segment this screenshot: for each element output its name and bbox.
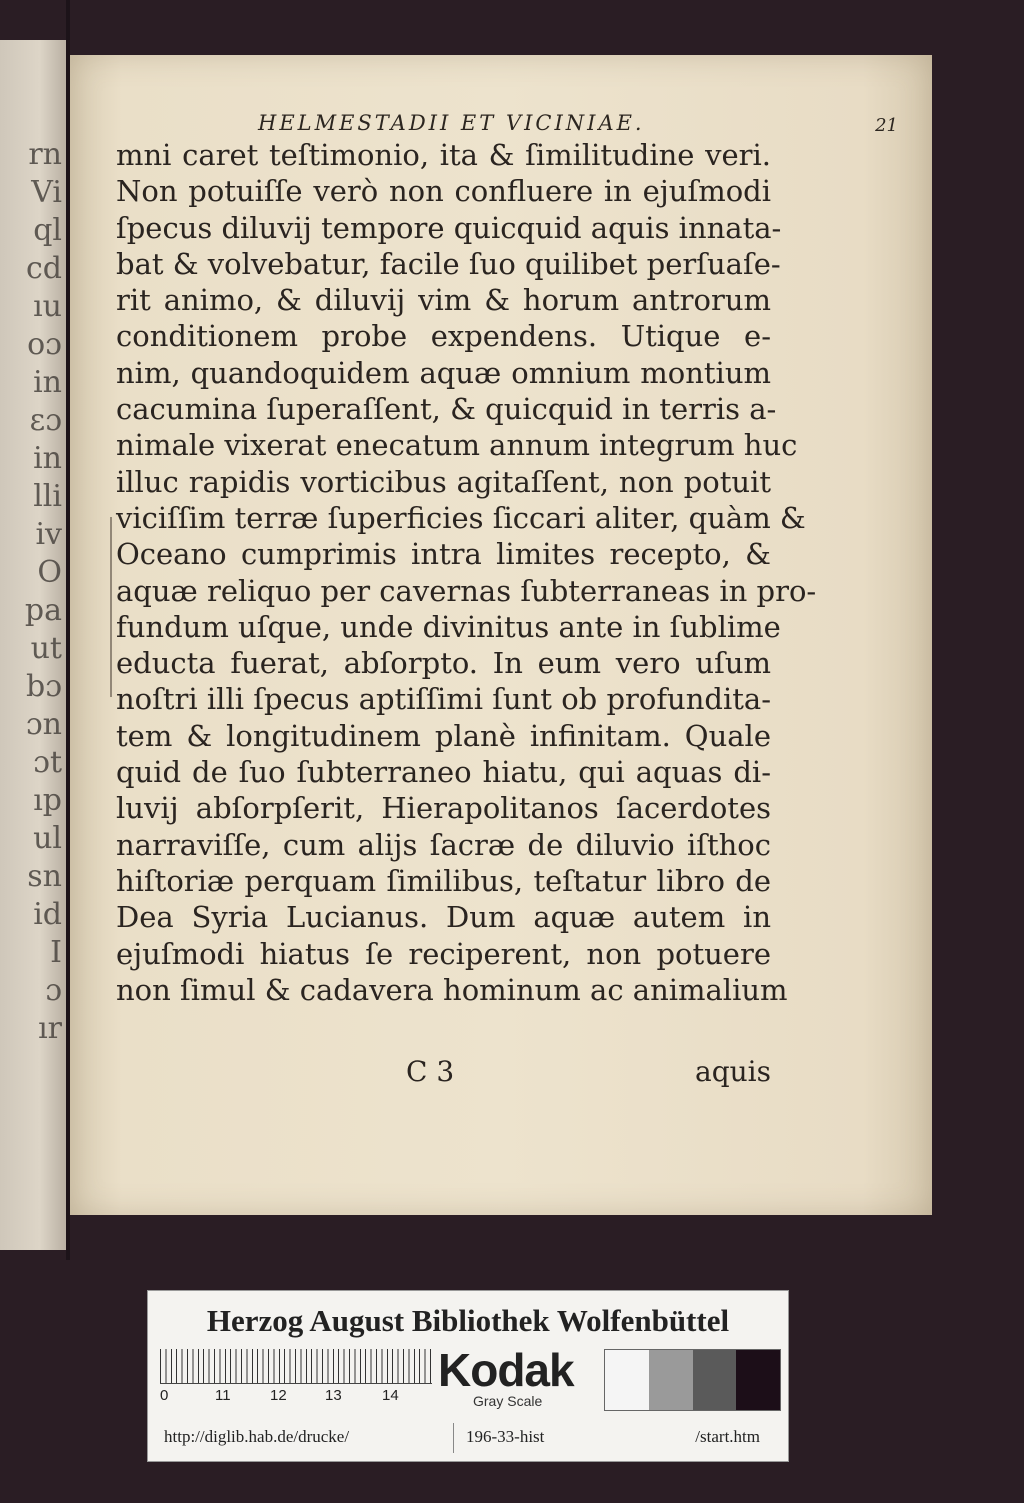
facing-page-fragment: ut <box>30 631 62 666</box>
ruler-number: 0 <box>160 1387 169 1404</box>
facing-page-fragment: ɔn <box>25 707 62 742</box>
url-suffix[interactable]: /start.htm <box>695 1427 760 1446</box>
signature-mark: C 3 <box>406 1055 455 1088</box>
facing-page-edge <box>0 40 66 1250</box>
url-row <box>148 1423 788 1451</box>
facing-page-fragment: ıu <box>33 289 62 324</box>
gray-patches <box>604 1349 781 1411</box>
ruler-number: 11 <box>215 1387 231 1404</box>
facing-page-fragment: O <box>37 555 62 590</box>
scan-label <box>147 1290 789 1462</box>
facing-page-fragment: iv <box>35 517 62 552</box>
text-line: hiſtoriæ perquam ſimilibus, teſtatur libro de <box>116 863 771 898</box>
url-prefix[interactable]: http://diglib.hab.de/drucke/ <box>164 1427 350 1446</box>
text-line: luvij abſorpſerit, Hierapolitanos ſacerdotes <box>116 791 771 826</box>
facing-page-fragment: id <box>33 897 62 932</box>
gray-patch <box>736 1350 780 1410</box>
ruler <box>160 1349 432 1384</box>
ruler-number: 12 <box>270 1387 287 1404</box>
text-line: quid de ſuo ſubterraneo hiatu, qui aquas di- <box>116 755 771 790</box>
text-line: aquæ reliquo per cavernas ſubterraneas in pro- <box>116 573 817 608</box>
text-line: ejuſmodi hiatus ſe reciperent, non potuere <box>116 936 771 971</box>
text-line: bat & volvebatur, facile ſuo quilibet perſuaſe- <box>116 246 781 281</box>
facing-page-fragment: ır <box>38 1011 62 1046</box>
facing-page-fragment: ɔt <box>33 745 62 780</box>
url-divider <box>453 1423 454 1453</box>
facing-page-fragment: ɛɔ <box>29 403 62 438</box>
ruler-number: 13 <box>325 1387 342 1404</box>
facing-page-fragment: in <box>33 441 62 476</box>
running-title: HELMESTADII ET VICINIAE. <box>258 111 645 135</box>
facing-page-fragment: lli <box>33 479 62 514</box>
facing-page-fragment: sn <box>27 859 62 894</box>
facing-page-fragment: pa <box>24 593 62 628</box>
page-footer <box>116 1055 771 1091</box>
facing-page-fragment: ul <box>33 821 62 856</box>
gray-patch <box>649 1350 693 1410</box>
gray-patch <box>605 1350 649 1410</box>
text-line: nimale vixerat enecatum annum integrum huc <box>116 428 798 463</box>
kodak-logo: Kodak <box>438 1344 574 1396</box>
margin-mark <box>110 517 112 697</box>
text-line: cacumina ſuperaſſent, & quicquid in terris a- <box>116 392 777 427</box>
text-line: illuc rapidis vorticibus agitaſſent, non potuit <box>116 464 771 499</box>
ruler-numbers <box>160 1387 432 1407</box>
facing-page-fragment: ɔ <box>45 973 62 1008</box>
text-line: Non potuiſſe verò non confluere in ejuſmodi <box>116 174 771 209</box>
facing-page-fragment: ıp <box>33 783 62 818</box>
facing-page-fragment: rn <box>28 137 62 172</box>
ruler-number: 14 <box>382 1387 399 1404</box>
text-line: narraviſſe, cum alijs ſacræ de diluvio iſthoc <box>116 827 771 862</box>
text-line: nim, quandoquidem aquæ omnium montium <box>116 355 771 390</box>
text-line: conditionem probe expendens. Utique e- <box>116 319 771 354</box>
catchword: aquis <box>695 1055 771 1088</box>
text-line: ſpecus diluvij tempore quicquid aquis innata- <box>116 210 782 245</box>
facing-page-fragment: ql <box>33 213 62 248</box>
body-text <box>116 137 817 1008</box>
text-line: rit animo, & diluvij vim & horum antrorum <box>116 283 771 318</box>
text-line: mni caret teſtimonio, ita & ſimilitudine veri. <box>116 138 771 172</box>
library-name: Herzog August Bibliothek Wolfenbüttel <box>206 1303 730 1338</box>
gray-patch <box>693 1350 737 1410</box>
facing-page-fragment: I <box>50 935 62 970</box>
facing-page-fragment: bɔ <box>25 669 62 704</box>
text-line: viciſſim terræ ſuperficies ſiccari aliter, quàm & <box>116 500 806 535</box>
text-line: fundum uſque, unde divinitus ante in ſublime <box>116 609 781 644</box>
text-line: tem & longitudinem planè infinitam. Quale <box>116 718 771 753</box>
facing-page-fragment: Vi <box>31 175 62 210</box>
text-line: non ſimul & cadavera hominum ac animalium <box>116 972 788 1007</box>
facing-page-fragment: cd <box>25 251 62 286</box>
text-line: Oceano cumprimis intra limites recepto, & <box>116 537 771 572</box>
text-line: educta fuerat, abſorpto. In eum vero uſum <box>116 646 771 681</box>
facing-page-fragment: in <box>33 365 62 400</box>
book-page <box>70 55 932 1215</box>
text-line: noſtri illi ſpecus aptiſſimi ſunt ob profundita- <box>116 682 771 717</box>
text-line: Dea Syria Lucianus. Dum aquæ autem in <box>116 900 771 935</box>
facing-page-fragment: oɔ <box>27 327 62 362</box>
shelfmark: 196-33-hist <box>466 1427 545 1446</box>
gray-scale-caption: Gray Scale <box>473 1393 543 1409</box>
page-number: 21 <box>875 115 898 136</box>
